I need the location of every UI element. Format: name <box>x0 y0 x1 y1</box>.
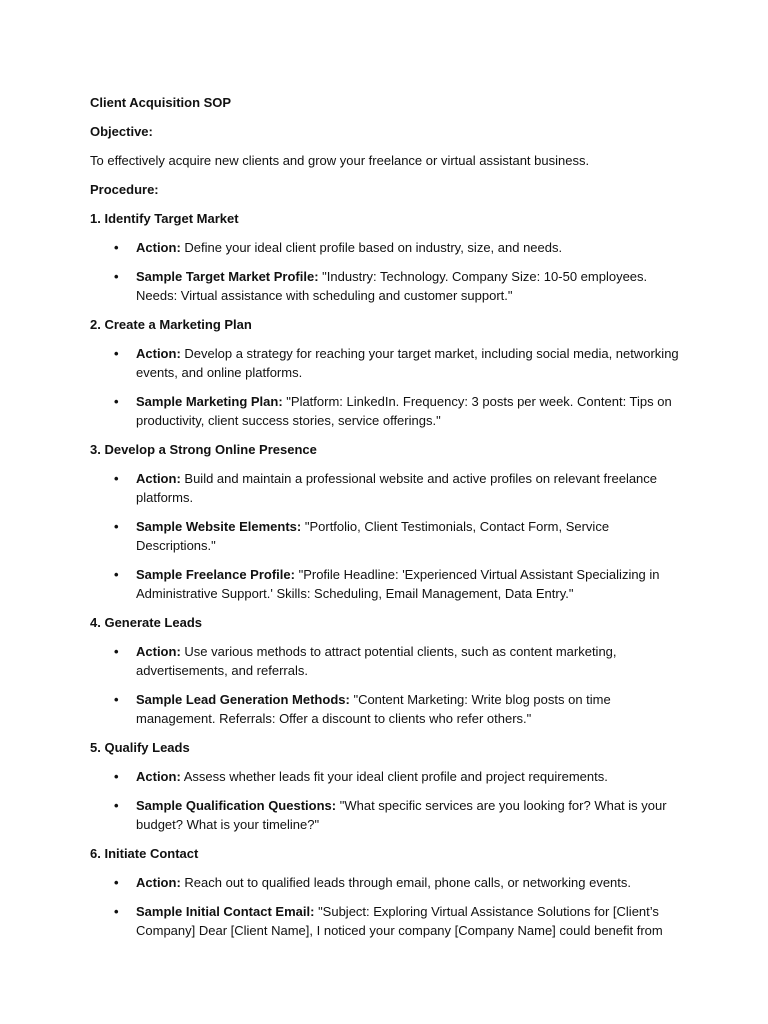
step-heading: 2. Create a Marketing Plan <box>90 317 252 332</box>
bullet-label: Sample Target Market Profile: <box>136 269 319 284</box>
bullet-dot-icon: • <box>114 769 119 784</box>
bullet-item <box>90 690 690 728</box>
bullet-item <box>90 469 690 507</box>
step-bullet-list <box>90 642 690 728</box>
bullet-label: Sample Initial Contact Email: <box>136 904 315 919</box>
bullet-text: Reach out to qualified leads through email, phone calls, or networking events. <box>184 875 632 890</box>
procedure-step <box>90 613 690 728</box>
bullet-label: Sample Lead Generation Methods: <box>136 692 350 707</box>
bullet-label: Sample Qualification Questions: <box>136 798 337 813</box>
bullet-text: "Portfolio, Client Testimonials, Contact Form, Service Descriptions." <box>136 519 610 553</box>
bullet-label: Action: <box>136 769 181 784</box>
bullet-dot-icon: • <box>114 240 119 255</box>
bullet-item <box>90 565 690 603</box>
step-bullet-list <box>90 873 690 940</box>
step-heading: 5. Qualify Leads <box>90 740 190 755</box>
bullet-label: Action: <box>136 644 181 659</box>
bullet-text: Use various methods to attract potential clients, such as content marketing, advertisements, and referrals. <box>136 644 617 678</box>
step-heading: 6. Initiate Contact <box>90 846 199 861</box>
bullet-text: Define your ideal client profile based on industry, size, and needs. <box>184 240 563 255</box>
bullet-item <box>90 344 690 382</box>
bullet-dot-icon: • <box>114 875 119 890</box>
bullet-dot-icon: • <box>114 798 119 813</box>
procedure-label: Procedure: <box>90 182 159 197</box>
step-bullet-list <box>90 469 690 603</box>
bullet-item <box>90 767 690 786</box>
bullet-dot-icon: • <box>114 692 119 707</box>
bullet-dot-icon: • <box>114 519 119 534</box>
bullet-dot-icon: • <box>114 471 119 486</box>
bullet-item <box>90 392 690 430</box>
bullet-item <box>90 267 690 305</box>
procedure-step <box>90 738 690 834</box>
bullet-text: Assess whether leads fit your ideal client profile and project requirements. <box>183 769 608 784</box>
step-heading: 3. Develop a Strong Online Presence <box>90 442 317 457</box>
bullet-dot-icon: • <box>114 269 119 284</box>
bullet-label: Action: <box>136 875 181 890</box>
bullet-text: "Industry: Technology. Company Size: 10-50 employees. Needs: Virtual assistance with scheduling and customer support." <box>136 269 648 303</box>
bullet-text: "Subject: Exploring Virtual Assistance Solutions for [Client’s Company] Dear [Client Name], I noticed your company [Company Name] could benefit from <box>136 904 663 938</box>
bullet-dot-icon: • <box>114 394 119 409</box>
bullet-dot-icon: • <box>114 346 119 361</box>
step-bullet-list <box>90 344 690 430</box>
bullet-label: Sample Marketing Plan: <box>136 394 283 409</box>
step-heading: 4. Generate Leads <box>90 615 202 630</box>
bullet-text: "What specific services are you looking for? What is your budget? What is your timeline?" <box>136 798 667 832</box>
bullet-item <box>90 796 690 834</box>
bullet-item <box>90 517 690 555</box>
bullet-item <box>90 642 690 680</box>
objective-text: To effectively acquire new clients and grow your freelance or virtual assistant business. <box>90 153 590 168</box>
bullet-text: "Content Marketing: Write blog posts on time management. Referrals: Offer a discount to clients who refer others." <box>136 692 611 726</box>
step-bullet-list <box>90 238 690 305</box>
bullet-text: "Platform: LinkedIn. Frequency: 3 posts per week. Content: Tips on productivity, client success stories, service offerings." <box>136 394 672 428</box>
document-page <box>90 93 690 950</box>
procedure-step <box>90 209 690 305</box>
step-bullet-list <box>90 767 690 834</box>
bullet-label: Action: <box>136 240 181 255</box>
bullet-text: "Profile Headline: 'Experienced Virtual Assistant Specializing in Administrative Support.' Skills: Scheduling, Email Management, Data Entry." <box>136 567 660 601</box>
bullet-dot-icon: • <box>114 567 119 582</box>
bullet-label: Sample Website Elements: <box>136 519 302 534</box>
step-heading: 1. Identify Target Market <box>90 211 239 226</box>
bullet-text: Build and maintain a professional website and active profiles on relevant freelance platforms. <box>136 471 658 505</box>
objective-label: Objective: <box>90 124 153 139</box>
procedure-step <box>90 315 690 430</box>
bullet-text: Develop a strategy for reaching your target market, including social media, networking events, and online platforms. <box>136 346 679 380</box>
bullet-label: Action: <box>136 471 181 486</box>
procedure-step <box>90 844 690 940</box>
bullet-item <box>90 873 690 892</box>
bullet-item <box>90 238 690 257</box>
document-title: Client Acquisition SOP <box>90 95 232 110</box>
procedure-step <box>90 440 690 603</box>
bullet-dot-icon: • <box>114 644 119 659</box>
procedure-steps <box>90 209 690 940</box>
bullet-label: Sample Freelance Profile: <box>136 567 295 582</box>
bullet-label: Action: <box>136 346 181 361</box>
bullet-dot-icon: • <box>114 904 119 919</box>
bullet-item <box>90 902 690 940</box>
